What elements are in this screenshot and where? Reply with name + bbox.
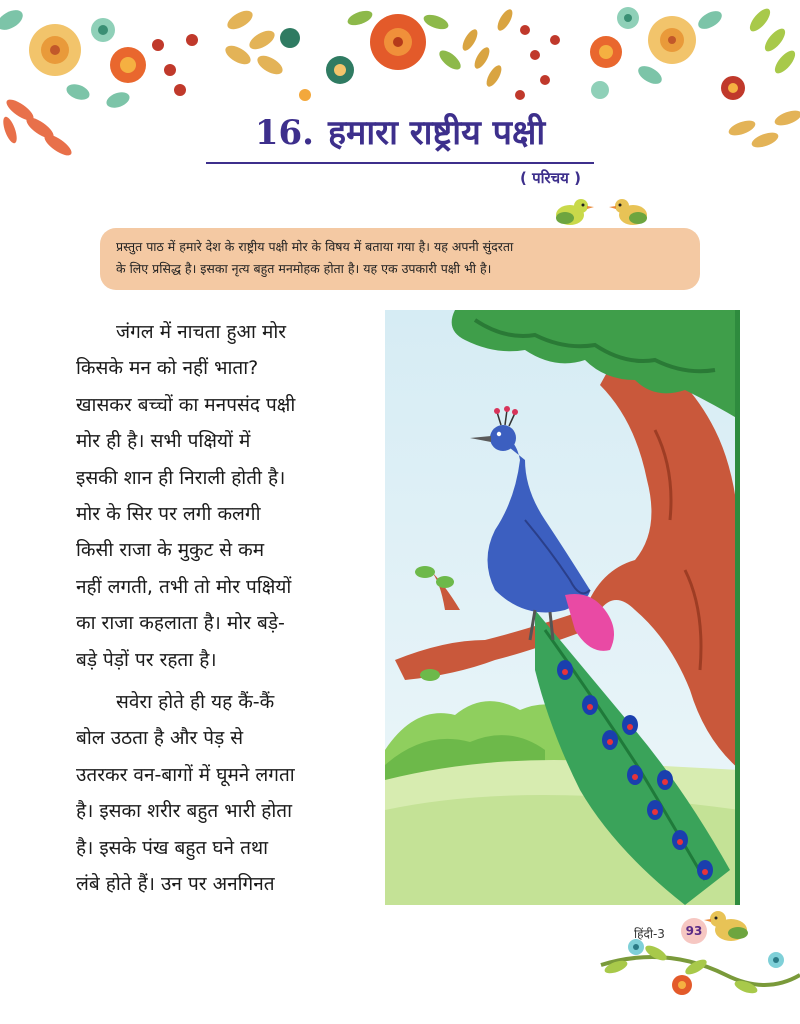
text-line: मोर ही है। सभी पक्षियों में <box>76 430 251 453</box>
text-line: है। इसके पंख बहुत घने तथा <box>76 836 269 859</box>
intro-line: प्रस्तुत पाठ में हमारे देश के राष्ट्रीय पक्षी मोर के विषय में बताया गया है। यह अपनी सुंदरता <box>116 239 514 254</box>
title-underline <box>206 162 594 164</box>
page-number: 93 <box>681 918 707 944</box>
text-line: मोर के सिर पर लगी कलगी <box>76 503 261 526</box>
chapter-subtitle: ( परिचय ) <box>520 169 581 187</box>
paragraph-2 <box>76 684 376 902</box>
intro-line: के लिए प्रसिद्ध है। इसका नृत्य बहुत मनमोहक होता है। यह एक उपकारी पक्षी भी है। <box>116 261 492 276</box>
text-line: है। इसका शरीर बहुत भारी होता <box>76 800 293 823</box>
chapter-title <box>0 108 800 154</box>
peacock-on-tree-illustration <box>385 310 740 905</box>
text-line: बड़े पेड़ों पर रहता है। <box>76 648 217 671</box>
lesson-text <box>76 314 376 903</box>
book-label: हिंदी-3 <box>634 927 665 941</box>
text-line: किसी राजा के मुकुट से कम <box>76 539 265 562</box>
text-line: का राजा कहलाता है। मोर बड़े- <box>76 612 285 635</box>
intro-box <box>100 228 700 290</box>
text-line: उतरकर वन-बागों में घूमने लगता <box>76 763 295 786</box>
text-line: नहीं लगती, तभी तो मोर पक्षियों <box>76 575 292 598</box>
text-line: सवेरा होते ही यह कैं-कैं <box>116 691 275 714</box>
chapter-number: 16. <box>254 113 314 153</box>
text-line: किसके मन को नहीं भाता? <box>76 357 259 380</box>
paragraph-1 <box>76 314 376 678</box>
text-line: बोल उठता है और पेड़ से <box>76 727 244 750</box>
chapter-title-text: हमारा राष्ट्रीय पक्षी <box>327 113 546 153</box>
text-line: खासकर बच्चों का मनपसंद पक्षी <box>76 393 296 416</box>
text-line: जंगल में नाचता हुआ मोर <box>116 321 287 343</box>
text-line: लंबे होते हैं। उन पर अनगिनत <box>76 873 275 896</box>
text-line: इसकी शान ही निराली होती है। <box>76 466 286 489</box>
